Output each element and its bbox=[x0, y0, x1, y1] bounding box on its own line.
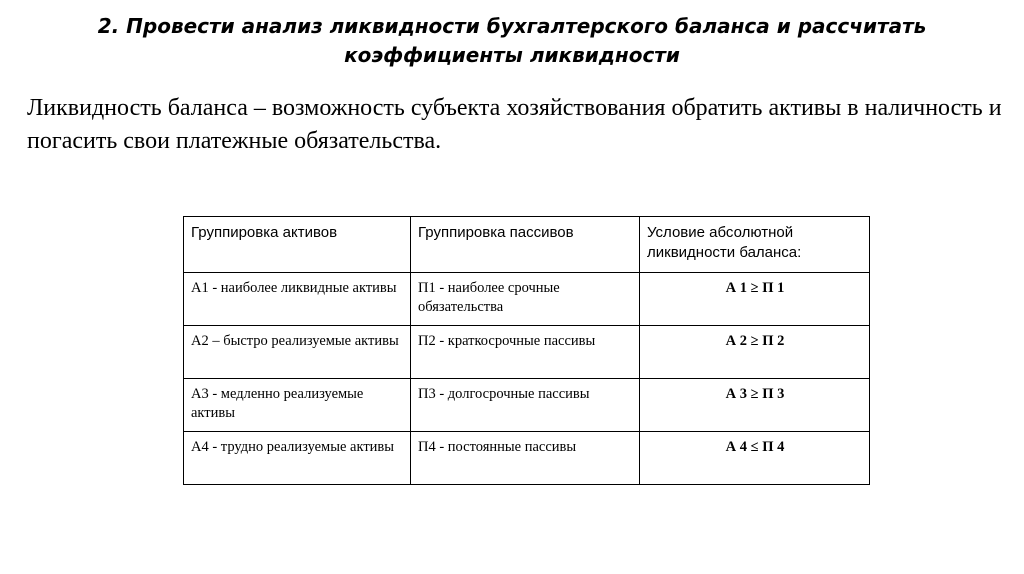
table-row bbox=[184, 326, 870, 379]
table-row bbox=[184, 432, 870, 485]
header-liquidity-condition: Условие абсолютной ликвидности баланса: bbox=[640, 217, 870, 273]
liquidity-grouping-table bbox=[183, 216, 870, 485]
cell-condition-4: А 4 ≤ П 4 bbox=[640, 432, 870, 485]
table-header-row bbox=[184, 217, 870, 273]
slide-title: 2. Провести анализ ликвидности бухгалтерского баланса и рассчитать коэффициенты ликвидности bbox=[97, 14, 927, 67]
header-liabilities-grouping: Группировка пассивов bbox=[411, 217, 640, 273]
cell-condition-3: А 3 ≥ П 3 bbox=[640, 379, 870, 432]
cell-condition-1: А 1 ≥ П 1 bbox=[640, 273, 870, 326]
cell-assets-a2: А2 – быстро реализуемые активы bbox=[184, 326, 411, 379]
cell-liabilities-p3: П3 - долгосрочные пассивы bbox=[411, 379, 640, 432]
cell-assets-a4: А4 - трудно реализуемые активы bbox=[184, 432, 411, 485]
cell-assets-a1: А1 - наиболее ликвидные активы bbox=[184, 273, 411, 326]
cell-liabilities-p2: П2 - краткосрочные пассивы bbox=[411, 326, 640, 379]
cell-assets-a3: А3 - медленно реализуемые активы bbox=[184, 379, 411, 432]
cell-liabilities-p4: П4 - постоянные пассивы bbox=[411, 432, 640, 485]
liquidity-definition: Ликвидность баланса – возможность субъекта хозяйствования обратить активы в наличность и погасить свои платежные обязательства. bbox=[27, 95, 1002, 154]
table-row bbox=[184, 379, 870, 432]
table-row bbox=[184, 273, 870, 326]
cell-liabilities-p1: П1 - наиболее срочные обязательства bbox=[411, 273, 640, 326]
cell-condition-2: А 2 ≥ П 2 bbox=[640, 326, 870, 379]
header-assets-grouping: Группировка активов bbox=[184, 217, 411, 273]
